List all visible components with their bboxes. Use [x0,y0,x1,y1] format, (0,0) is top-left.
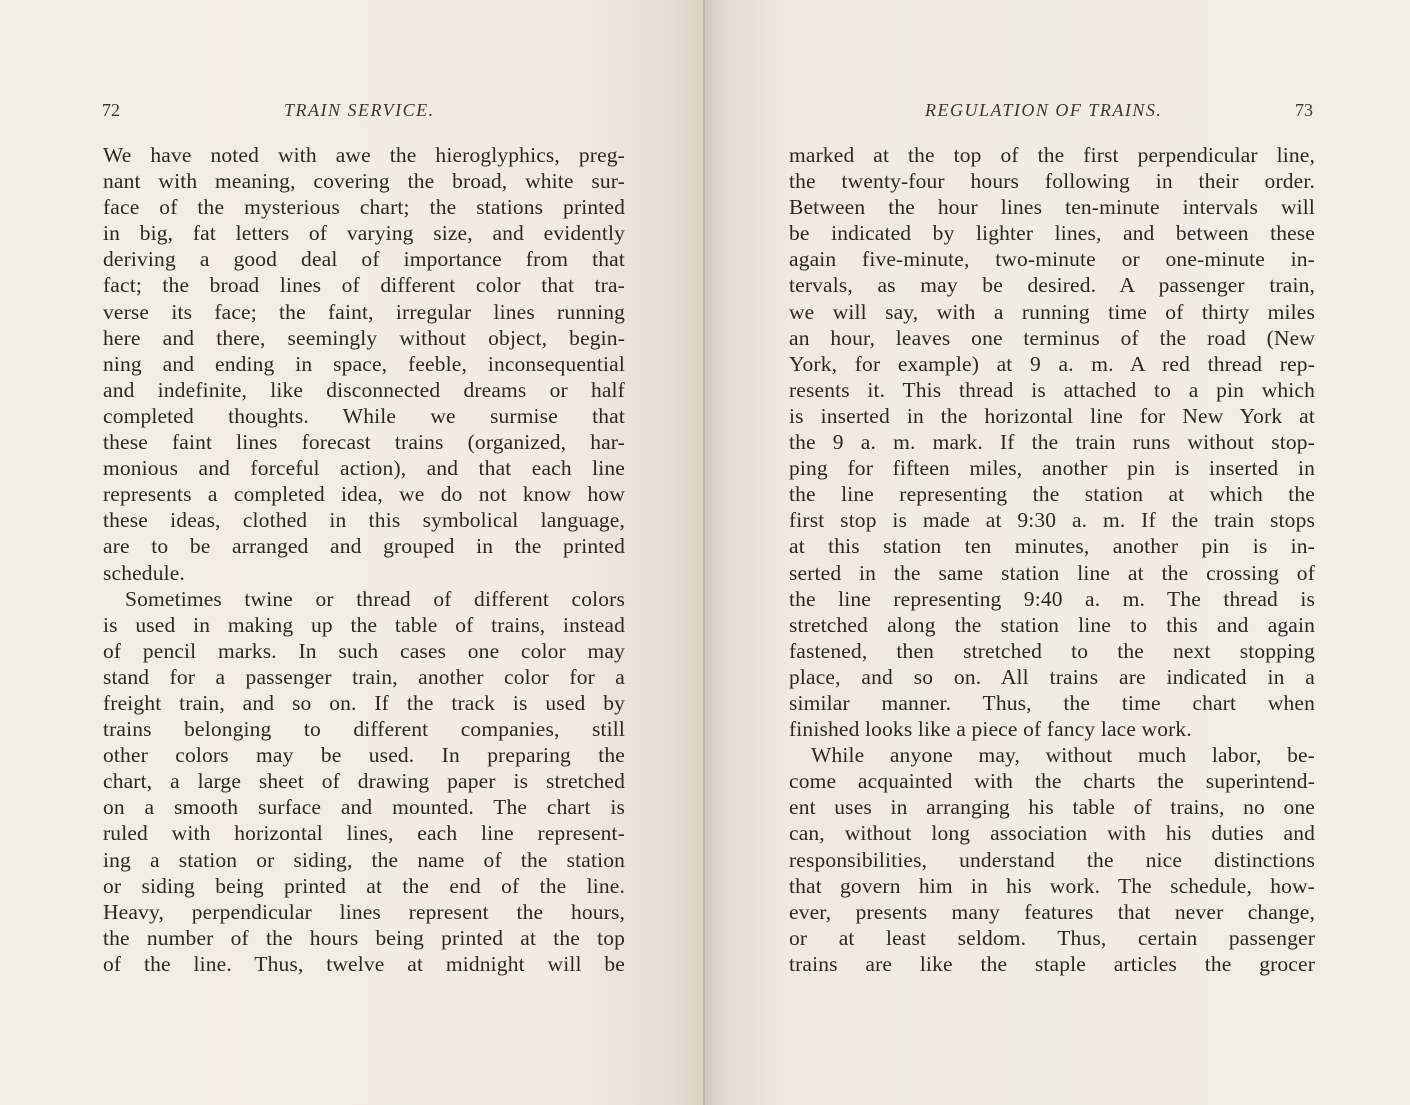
text-line: again five-minute, two-minute or one-minute in- [789,247,1315,272]
text-line: trains are like the staple articles the grocer [789,951,1315,976]
text-line: at this station ten minutes, another pin is in- [789,534,1315,559]
text-line: freight train, and so on. If the track is used by [103,690,625,715]
text-line: Between the hour lines ten-minute intervals will [789,195,1315,220]
text-line: are to be arranged and grouped in the printed [103,534,625,559]
text-line: schedule. [103,560,185,585]
text-line: is inserted in the horizontal line for New York at [789,403,1315,428]
body-text-right [789,142,1315,977]
text-line: the 9 a. m. mark. If the train runs without stop- [789,430,1315,455]
text-line: verse its face; the faint, irregular lines running [103,299,625,324]
text-line: of the line. Thus, twelve at midnight will be [103,951,625,976]
text-line: place, and so on. All trains are indicated in a [789,664,1315,689]
text-line: we will say, with a running time of thirty miles [789,299,1315,324]
text-line: ing a station or siding, the name of the station [103,847,625,872]
text-line: trains belonging to different companies, still [103,717,625,742]
text-line: the twenty-four hours following in their order. [789,169,1315,194]
text-line: responsibilities, understand the nice distinctions [789,847,1315,872]
page-number: 73 [1295,100,1313,120]
text-line: the number of the hours being printed at the top [103,925,625,950]
text-line: stretched along the station line to this and again [789,612,1315,637]
text-line: come acquainted with the charts the superintend- [789,769,1315,794]
body-text-left [103,142,625,977]
text-line: or siding being printed at the end of the line. [103,873,625,898]
text-line: on a smooth surface and mounted. The chart is [103,795,625,820]
text-line: nant with meaning, covering the broad, white sur- [103,169,625,194]
text-line: the line representing the station at which the [789,482,1315,507]
text-line: first stop is made at 9:30 a. m. If the train stops [789,508,1315,533]
right-page [705,0,1410,1105]
text-line: ever, presents many features that never change, [789,899,1315,924]
text-line: other colors may be used. In preparing the [103,743,625,768]
text-line: York, for example) at 9 a. m. A red thread rep- [789,351,1315,376]
text-line: of pencil marks. In such cases one color may [103,638,625,663]
text-line: resents it. This thread is attached to a pin which [789,377,1315,402]
text-line: ent uses in arranging his table of trains, no one [789,795,1315,820]
text-line: chart, a large sheet of drawing paper is stretched [103,769,625,794]
text-line: represents a completed idea, we do not know how [103,482,625,507]
text-line: completed thoughts. While we surmise that [103,403,625,428]
text-line: can, without long association with his duties and [789,821,1315,846]
text-line: stand for a passenger train, another color for a [103,664,625,689]
text-line: or at least seldom. Thus, certain passenger [789,925,1315,950]
text-line: here and there, seemingly without object, begin- [103,325,625,350]
text-line: serted in the same station line at the crossing of [789,560,1315,585]
text-line: in big, fat letters of varying size, and evidently [103,221,625,246]
text-line: an hour, leaves one terminus of the road (New [789,325,1315,350]
text-line: While anyone may, without much labor, be- [811,743,1315,768]
text-line: ping for fifteen miles, another pin is inserted in [789,456,1315,481]
text-line: these faint lines forecast trains (organized, har- [103,430,625,455]
text-line: face of the mysterious chart; the stations printed [103,195,625,220]
text-line: ruled with horizontal lines, each line represent- [103,821,625,846]
text-line: fact; the broad lines of different color that tra- [103,273,625,298]
text-line: and indefinite, like disconnected dreams or half [103,377,625,402]
text-line: We have noted with awe the hieroglyphics, preg- [103,143,625,167]
text-line: Heavy, perpendicular lines represent the hours, [103,899,625,924]
text-line: tervals, as may be desired. A passenger train, [789,273,1315,298]
text-line: is used in making up the table of trains, instead [103,612,625,637]
text-line: be indicated by lighter lines, and between these [789,221,1315,246]
text-line: ning and ending in space, feeble, inconsequential [103,351,625,376]
text-line: these ideas, clothed in this symbolical language, [103,508,625,533]
text-line: Sometimes twine or thread of different colors [125,586,625,611]
page-number: 72 [102,100,120,120]
text-line: fastened, then stretched to the next stopping [789,638,1315,663]
text-line: similar manner. Thus, the time chart when [789,690,1315,715]
text-line: that govern him in his work. The schedule, how- [789,873,1315,898]
text-line: monious and forceful action), and that each line [103,456,625,481]
text-line: finished looks like a piece of fancy lace work. [789,717,1192,742]
text-line: marked at the top of the first perpendicular line, [789,143,1315,167]
text-line: deriving a good deal of importance from that [103,247,625,272]
running-title: REGULATION OF TRAINS. [925,100,1163,120]
running-title: TRAIN SERVICE. [284,100,435,120]
text-line: the line representing 9:40 a. m. The thread is [789,586,1315,611]
